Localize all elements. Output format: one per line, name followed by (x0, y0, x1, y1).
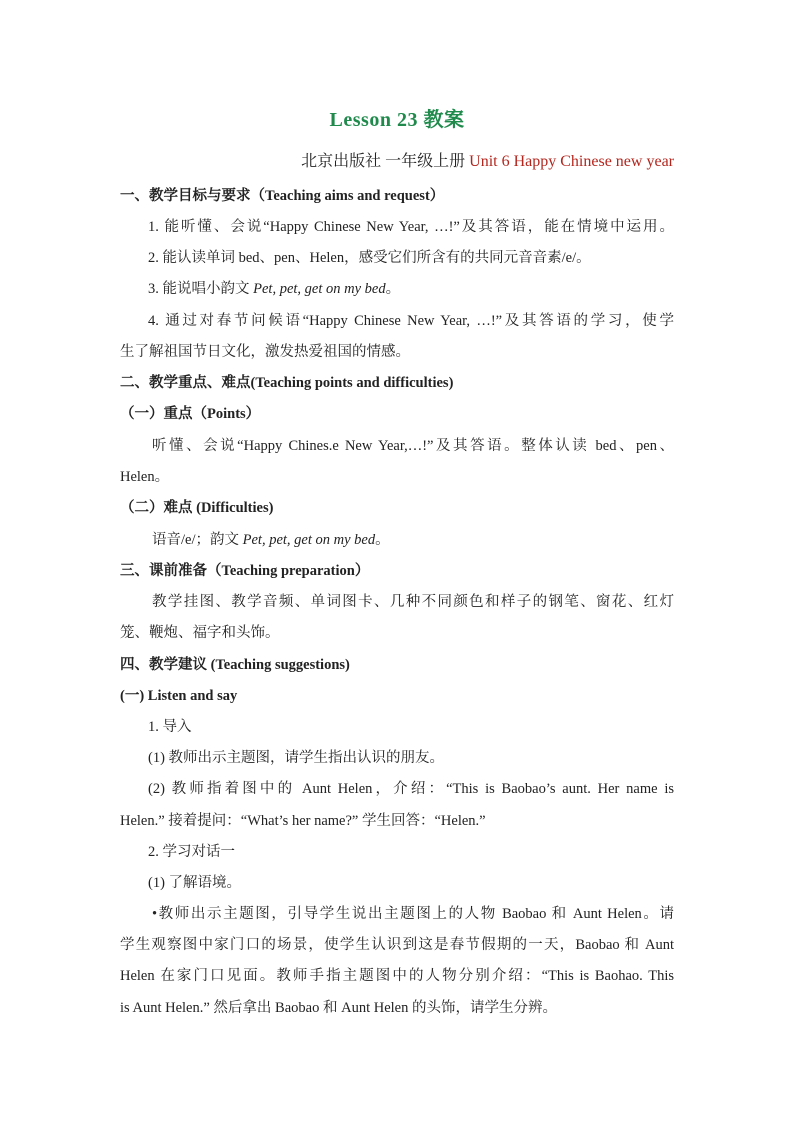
body-line (152, 530, 674, 550)
body-line: Helen.” 接着提问：“What’s her name?” 学生回答：“Helen.” (120, 813, 486, 829)
rhyme-title: Pet, pet, get on my bed (253, 281, 386, 297)
section-heading: 三、课前准备（Teaching preparation） (120, 563, 370, 579)
body-line (148, 279, 674, 299)
body-line: •教师出示主题图，引导学生说出主题图上的人物 Baobao 和 Aunt Helen。请 (152, 906, 674, 922)
line-text: 语音/e/；韵文 (152, 532, 243, 548)
unit-title: Unit 6 Happy Chinese new year (469, 153, 674, 170)
body-line: 教学挂图、教学音频、单词图卡、几种不同颜色和样子的钢笔、窗花、红灯 (152, 594, 674, 610)
body-line: 生了解祖国节日文化，激发热爱祖国的情感。 (120, 344, 410, 360)
section-heading: 一、教学目标与要求（Teaching aims and request） (120, 188, 445, 204)
body-line: 听懂、会说“Happy Chines.e New Year,…!”及其答语。整体认读 bed、pen、 (152, 438, 674, 454)
section-heading: （二）难点 (Difficulties) (120, 500, 274, 516)
body-line: 1. 能听懂、会说“Happy Chinese New Year, …!”及其答语，能在情境中运用。 (148, 219, 674, 235)
page-title: Lesson 23 教案 (329, 109, 465, 131)
body-line: (2) 教师指着图中的 Aunt Helen，介绍：“This is Baobao’s aunt. Her name is (148, 781, 674, 797)
body-line: 2. 学习对话一 (148, 844, 235, 860)
section-heading: 二、教学重点、难点(Teaching points and difficulties) (120, 375, 454, 391)
line-text: 。 (385, 281, 401, 297)
rhyme-title: Pet, pet, get on my bed (242, 532, 376, 548)
body-line: (1) 了解语境。 (148, 875, 242, 891)
body-line: Helen。 (120, 469, 170, 485)
body-line: 2. 能认读单词 bed、pen、Helen，感受它们所含有的共同元音音素/e/。 (148, 250, 591, 266)
body-line: 学生观察图中家门口的场景，使学生认识到这是春节假期的一天，Baobao 和 Aunt (120, 937, 674, 953)
body-line: (1) 教师出示主题图，请学生指出认识的朋友。 (148, 750, 445, 766)
section-heading: （一）重点（Points） (120, 406, 261, 422)
body-line: 1. 导入 (148, 719, 192, 735)
section-heading: (一) Listen and say (120, 688, 238, 704)
publisher-text: 北京出版社 一年级上册 (301, 153, 470, 170)
body-line: 4. 通过对春节问候语“Happy Chinese New Year, …!”及其答语的学习，使学 (148, 313, 674, 329)
line-text: 3. 能说唱小韵文 (148, 281, 254, 297)
body-line: Helen 在家门口见面。教师手指主题图中的人物分别介绍：“This is Baohao. This (120, 968, 674, 984)
line-text: 。 (375, 532, 390, 548)
section-heading: 四、教学建议 (Teaching suggestions) (120, 657, 350, 673)
body-line: 笼、鞭炮、福字和头饰。 (120, 625, 280, 641)
page-subtitle (301, 148, 674, 171)
body-line: is Aunt Helen.” 然后拿出 Baobao 和 Aunt Helen 的头饰，请学生分辨。 (120, 1000, 557, 1016)
